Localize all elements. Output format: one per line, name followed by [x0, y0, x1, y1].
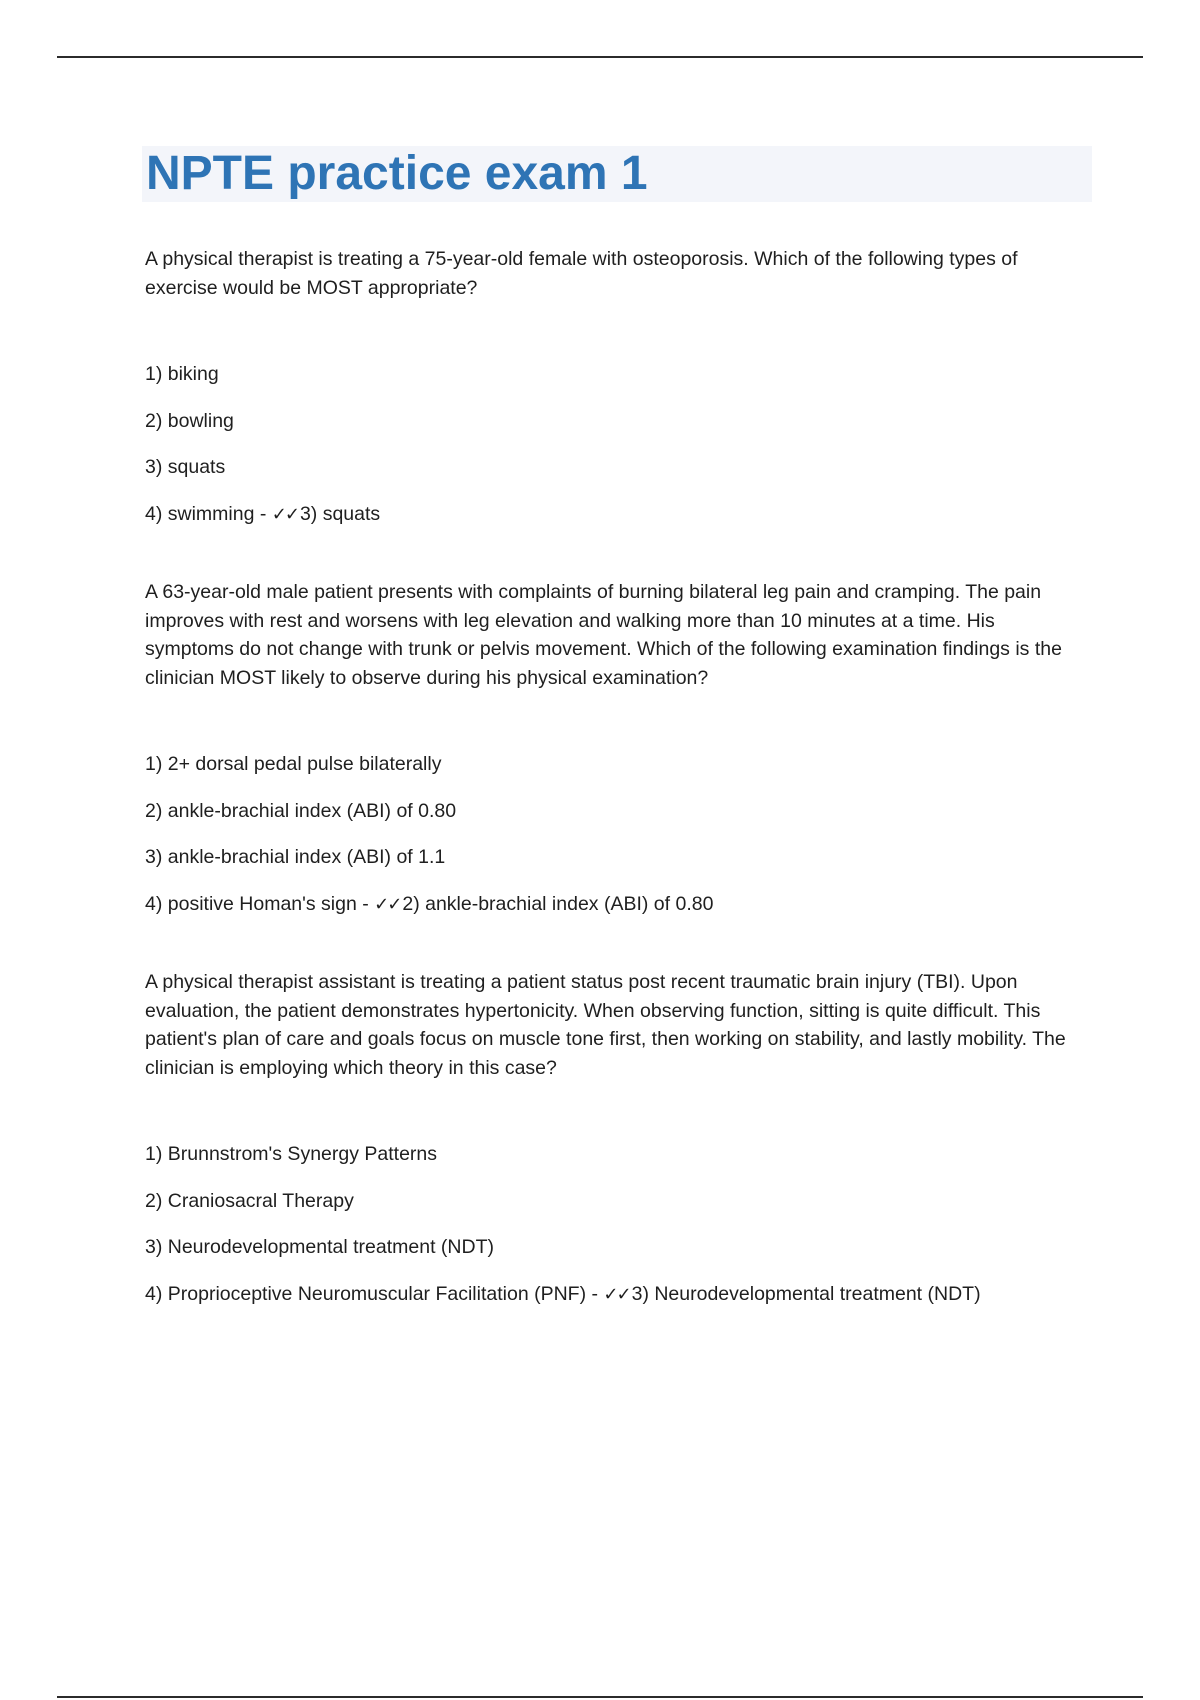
- option-label: 4) Proprioceptive Neuromuscular Facilitation (PNF): [145, 1282, 587, 1305]
- footer-rule: [57, 1696, 1143, 1698]
- question-block: [145, 968, 1085, 1326]
- checkmark-icon: ✓✓: [271, 503, 298, 525]
- page-title: NPTE practice exam 1: [146, 147, 648, 200]
- option-item: [145, 750, 1085, 797]
- option-label: 2) ankle-brachial index (ABI) of 0.80: [145, 799, 457, 822]
- answer-text: 2) ankle-brachial index (ABI) of 0.80: [402, 892, 714, 915]
- question-text: A physical therapist is treating a 75-year-old female with osteoporosis. Which of the following types of exercise would be MOST appropriate?: [145, 248, 1018, 299]
- question-text: A 63-year-old male patient presents with complaints of burning bilateral leg pain and cramping. The pain improves with rest and worsens with leg elevation and walking more than 10 minutes at a time. His symptoms do not change with trunk or pelvis movement. Which of the following examination findings is the clinician MOST likely to observe during his physical examination?: [145, 581, 1062, 689]
- question-text: A physical therapist assistant is treating a patient status post recent traumatic brain injury (TBI). Upon evaluation, the patient demonstrates hypertonicity. When observing function, sitting is quite difficult. This patient's plan of care and goals focus on muscle tone first, then working on stability, and lastly mobility. The clinician is employing which theory in this case?: [145, 971, 1066, 1079]
- option-item: [145, 453, 1085, 500]
- option-item: [145, 1233, 1085, 1280]
- answer-separator: -: [356, 892, 375, 915]
- option-item: [145, 1187, 1085, 1234]
- question-block: [145, 578, 1085, 936]
- answer-separator: -: [254, 502, 272, 525]
- answer-text: 3) squats: [299, 502, 381, 525]
- option-item: [145, 890, 1085, 937]
- options-list: [145, 750, 1085, 936]
- option-item: [145, 1280, 1085, 1327]
- option-label: 3) squats: [145, 456, 226, 478]
- options-list: [145, 360, 1085, 546]
- question-block: [145, 245, 1085, 546]
- option-item: [145, 360, 1085, 407]
- option-label: 1) Brunnstrom's Synergy Patterns: [145, 1143, 438, 1165]
- option-label: 1) biking: [145, 363, 219, 385]
- option-item: [145, 843, 1085, 890]
- option-label: 4) positive Homan's sign: [145, 892, 357, 915]
- checkmark-icon: ✓✓: [374, 893, 401, 915]
- option-label: 3) ankle-brachial index (ABI) of 1.1: [145, 846, 446, 868]
- option-label: 3) Neurodevelopmental treatment (NDT): [145, 1236, 494, 1258]
- checkmark-icon: ✓✓: [603, 1283, 630, 1305]
- option-label: 2) bowling: [145, 409, 234, 432]
- answer-separator: -: [586, 1282, 604, 1305]
- option-label: 2) Craniosacral Therapy: [145, 1189, 354, 1212]
- option-item: [145, 797, 1085, 844]
- option-item: [145, 407, 1085, 454]
- option-item: [145, 500, 1085, 547]
- options-list: [145, 1140, 1085, 1326]
- option-item: [145, 1140, 1085, 1187]
- option-label: 4) swimming: [145, 502, 255, 525]
- exam-content: [145, 245, 1085, 1326]
- answer-text: 3) Neurodevelopmental treatment (NDT): [631, 1282, 981, 1305]
- option-label: 1) 2+ dorsal pedal pulse bilaterally: [145, 753, 442, 775]
- header-rule: [57, 56, 1143, 58]
